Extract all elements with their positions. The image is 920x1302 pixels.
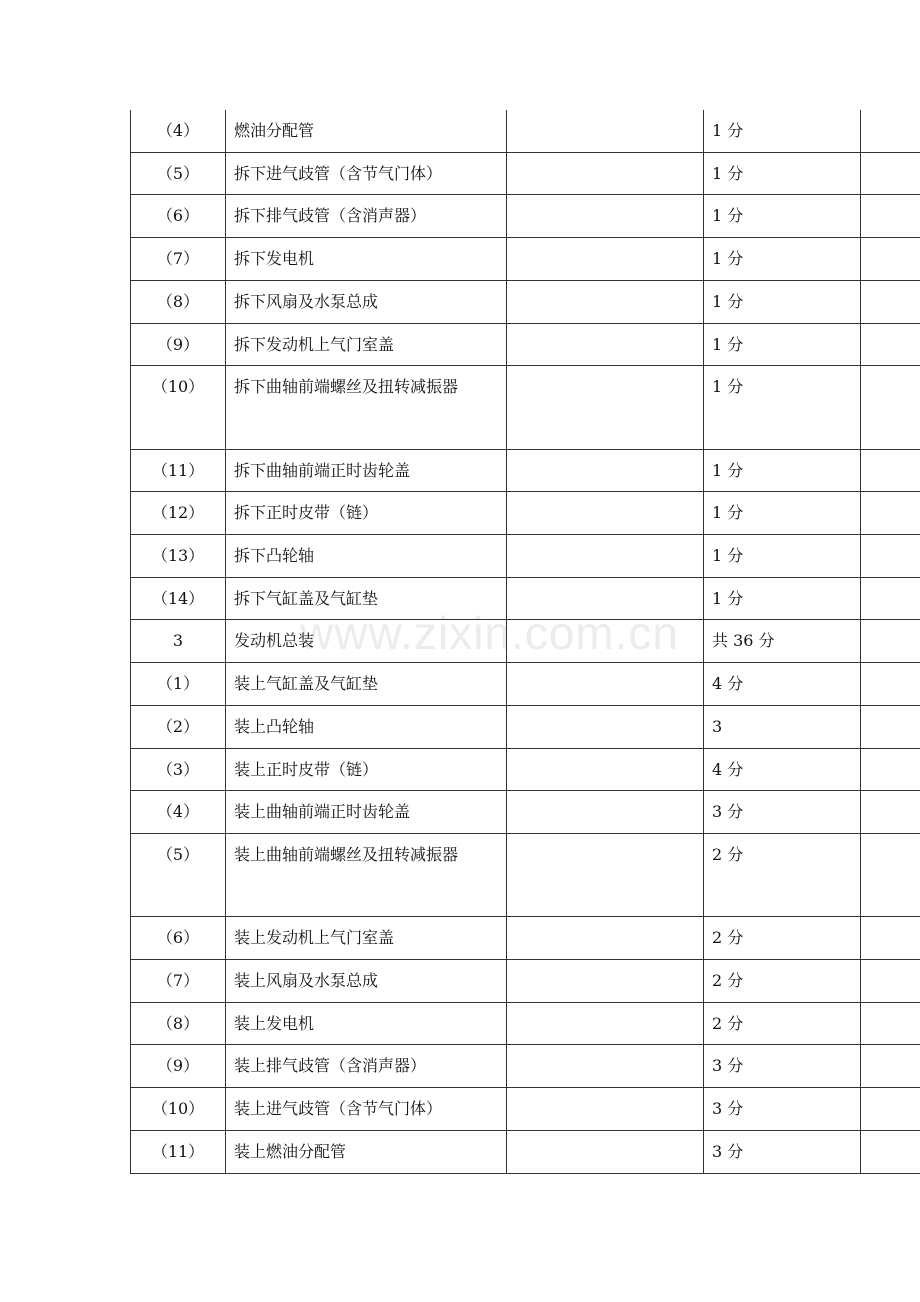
row-number: （6） [131, 195, 226, 238]
table-row [131, 280, 920, 323]
row-item: 拆下进气歧管（含节气门体） [226, 152, 507, 195]
table-row [131, 366, 920, 449]
row-extra [861, 577, 920, 620]
row-note [507, 748, 704, 791]
row-number: （5） [131, 833, 226, 916]
row-note [507, 791, 704, 834]
table-body [131, 110, 920, 1173]
row-number: （12） [131, 492, 226, 535]
table-row [131, 492, 920, 535]
row-note [507, 1045, 704, 1088]
row-item: 装上排气歧管（含消声器） [226, 1045, 507, 1088]
row-score: 3 分 [704, 1045, 861, 1088]
row-note [507, 960, 704, 1003]
row-note [507, 492, 704, 535]
row-item: 拆下发动机上气门室盖 [226, 323, 507, 366]
row-note [507, 195, 704, 238]
row-extra [861, 663, 920, 706]
row-note [507, 323, 704, 366]
table-row [131, 323, 920, 366]
row-score: 1 分 [704, 152, 861, 195]
row-score: 1 分 [704, 366, 861, 449]
row-score: 共 36 分 [704, 620, 861, 663]
row-extra [861, 366, 920, 449]
row-score: 2 分 [704, 960, 861, 1003]
row-note [507, 535, 704, 578]
row-extra [861, 705, 920, 748]
row-score: 4 分 [704, 748, 861, 791]
row-item: 装上风扇及水泵总成 [226, 960, 507, 1003]
row-note [507, 1088, 704, 1131]
row-note [507, 577, 704, 620]
row-item: 装上发电机 [226, 1002, 507, 1045]
row-number: （9） [131, 1045, 226, 1088]
row-score: 2 分 [704, 833, 861, 916]
row-item: 拆下排气歧管（含消声器） [226, 195, 507, 238]
row-extra [861, 1130, 920, 1173]
table-row [131, 705, 920, 748]
row-extra [861, 238, 920, 281]
row-item: 装上燃油分配管 [226, 1130, 507, 1173]
row-note [507, 280, 704, 323]
row-number: （1） [131, 663, 226, 706]
table-row [131, 449, 920, 492]
row-number: （10） [131, 1088, 226, 1131]
row-note [507, 620, 704, 663]
row-extra [861, 492, 920, 535]
row-number: （5） [131, 152, 226, 195]
table-row [131, 110, 920, 152]
row-note [507, 366, 704, 449]
row-item: 燃油分配管 [226, 110, 507, 152]
row-score: 1 分 [704, 195, 861, 238]
row-item: 拆下曲轴前端螺丝及扭转减振器 [226, 366, 507, 449]
row-score: 1 分 [704, 449, 861, 492]
table-row [131, 1088, 920, 1131]
row-note [507, 1130, 704, 1173]
row-note [507, 152, 704, 195]
assembly-score-table [130, 110, 920, 1174]
row-item: 装上曲轴前端正时齿轮盖 [226, 791, 507, 834]
row-item: 拆下正时皮带（链） [226, 492, 507, 535]
table-row [131, 748, 920, 791]
row-number: （11） [131, 449, 226, 492]
row-extra [861, 1088, 920, 1131]
row-score: 1 分 [704, 535, 861, 578]
table-row [131, 577, 920, 620]
row-score: 1 分 [704, 110, 861, 152]
row-number: （9） [131, 323, 226, 366]
row-number: （7） [131, 238, 226, 281]
row-item: 发动机总装 [226, 620, 507, 663]
row-score: 3 分 [704, 1088, 861, 1131]
row-score: 3 分 [704, 791, 861, 834]
row-item: 装上正时皮带（链） [226, 748, 507, 791]
table-row [131, 663, 920, 706]
row-score: 1 分 [704, 238, 861, 281]
table-row [131, 195, 920, 238]
row-extra [861, 280, 920, 323]
row-score: 1 分 [704, 280, 861, 323]
row-item: 装上进气歧管（含节气门体） [226, 1088, 507, 1131]
row-item: 拆下曲轴前端正时齿轮盖 [226, 449, 507, 492]
row-extra [861, 195, 920, 238]
row-note [507, 1002, 704, 1045]
row-number: （8） [131, 280, 226, 323]
row-number: （14） [131, 577, 226, 620]
row-number: （8） [131, 1002, 226, 1045]
row-number: （6） [131, 917, 226, 960]
row-number: （2） [131, 705, 226, 748]
row-number: （7） [131, 960, 226, 1003]
row-number: （11） [131, 1130, 226, 1173]
table-row [131, 535, 920, 578]
row-score: 1 分 [704, 323, 861, 366]
row-number: （10） [131, 366, 226, 449]
row-extra [861, 110, 920, 152]
row-extra [861, 960, 920, 1003]
row-number: （4） [131, 110, 226, 152]
table-row [131, 238, 920, 281]
row-number: （4） [131, 791, 226, 834]
row-score: 2 分 [704, 1002, 861, 1045]
row-score: 3 分 [704, 1130, 861, 1173]
table-row [131, 1002, 920, 1045]
row-item: 装上曲轴前端螺丝及扭转减振器 [226, 833, 507, 916]
row-note [507, 449, 704, 492]
row-item: 装上气缸盖及气缸垫 [226, 663, 507, 706]
row-number: 3 [131, 620, 226, 663]
row-extra [861, 535, 920, 578]
row-extra [861, 152, 920, 195]
row-item: 拆下凸轮轴 [226, 535, 507, 578]
row-score: 3 [704, 705, 861, 748]
row-extra [861, 833, 920, 916]
row-item: 拆下气缸盖及气缸垫 [226, 577, 507, 620]
row-note [507, 705, 704, 748]
table-row [131, 791, 920, 834]
table-row [131, 1045, 920, 1088]
row-extra [861, 1002, 920, 1045]
row-number: （3） [131, 748, 226, 791]
row-score: 1 分 [704, 492, 861, 535]
row-item: 拆下风扇及水泵总成 [226, 280, 507, 323]
row-note [507, 833, 704, 916]
row-note [507, 110, 704, 152]
row-item: 拆下发电机 [226, 238, 507, 281]
row-note [507, 663, 704, 706]
row-score: 4 分 [704, 663, 861, 706]
row-extra [861, 791, 920, 834]
row-item: 装上凸轮轴 [226, 705, 507, 748]
row-item: 装上发动机上气门室盖 [226, 917, 507, 960]
table-row [131, 960, 920, 1003]
row-extra [861, 449, 920, 492]
table-row [131, 1130, 920, 1173]
row-score: 1 分 [704, 577, 861, 620]
table-row [131, 620, 920, 663]
row-score: 2 分 [704, 917, 861, 960]
table-row [131, 833, 920, 916]
row-number: （13） [131, 535, 226, 578]
watermark: www.zixin.com.cn [300, 607, 679, 659]
row-note [507, 917, 704, 960]
table-row [131, 152, 920, 195]
row-extra [861, 323, 920, 366]
row-extra [861, 620, 920, 663]
row-extra [861, 748, 920, 791]
row-note [507, 238, 704, 281]
table-row [131, 917, 920, 960]
row-extra [861, 917, 920, 960]
row-extra [861, 1045, 920, 1088]
